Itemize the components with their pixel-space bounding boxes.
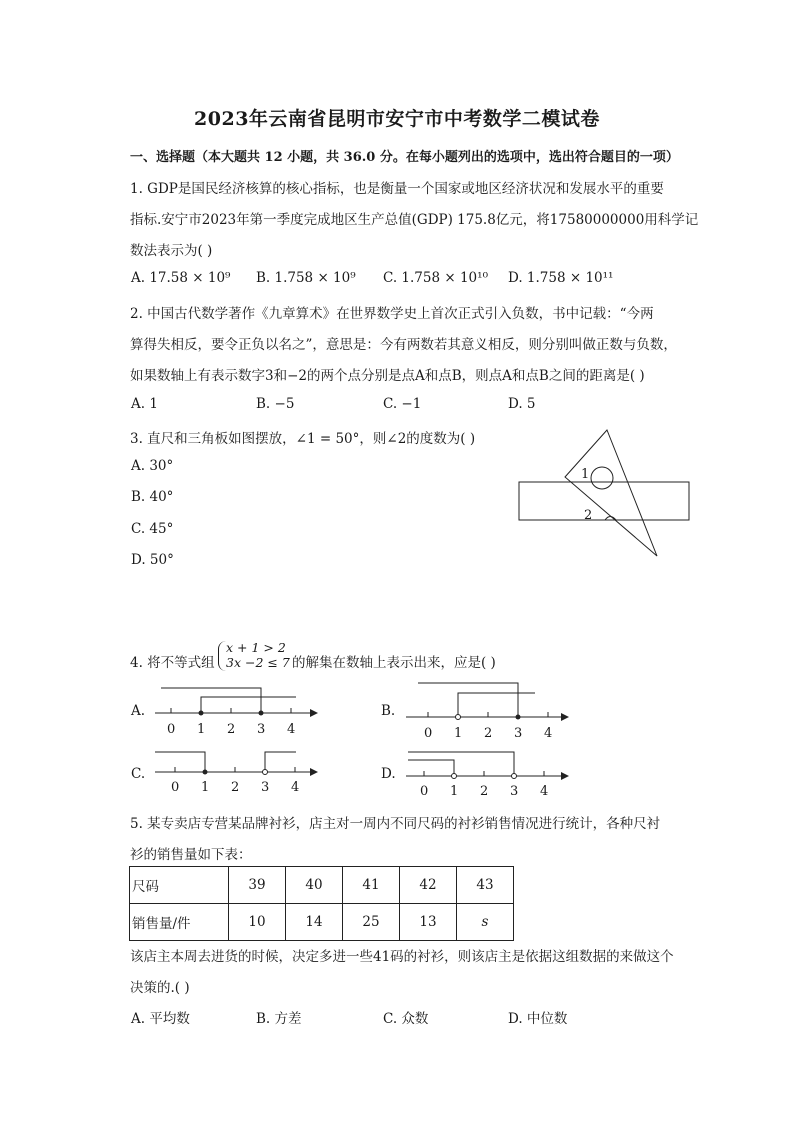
q4-option-b[interactable]: B. [381, 703, 396, 719]
solution-bracket-lower [458, 693, 535, 717]
number-line-d[interactable] [403, 745, 578, 800]
solution-bracket-upper [161, 688, 261, 713]
q5-option-a[interactable]: A. 平均数 [131, 1011, 190, 1027]
number-line-c[interactable] [150, 745, 325, 800]
q4-stem-prefix: 4. 将不等式组 [130, 655, 215, 671]
q1-option-a[interactable]: A. 17.58 × 10⁹ [131, 270, 231, 286]
triangle-shape [565, 430, 657, 556]
tick-label-4: 4 [544, 726, 553, 741]
solid-point-1 [203, 770, 208, 775]
tick-label-2: 2 [227, 722, 236, 737]
table-cell: 40 [286, 867, 343, 904]
q4-option-d[interactable]: D. [381, 766, 396, 782]
q2-option-c[interactable]: C. −1 [383, 396, 422, 412]
tick-label-4: 4 [291, 780, 300, 795]
table-cell: 13 [400, 904, 457, 941]
q4-option-a[interactable]: A. [131, 703, 146, 719]
q3-option-c[interactable]: C. 45° [131, 521, 174, 537]
number-line-b[interactable] [403, 680, 578, 740]
q1-option-d[interactable]: D. 1.758 × 10¹¹ [508, 270, 614, 286]
hollow-point-1 [452, 774, 457, 779]
ruler-triangle-figure [510, 425, 700, 565]
table-row [130, 904, 514, 941]
hollow-point-3 [263, 770, 268, 775]
q3-stem: 3. 直尺和三角板如图摆放，∠1 = 50°，则∠2的度数为( ) [130, 431, 476, 447]
q5-line-1: 5. 某专卖店专营某品牌衬衫，店主对一周内不同尺码的衬衫销售情况进行统计，各种尺衬 [130, 816, 661, 832]
q5-line-2: 衫的销售量如下表： [130, 847, 252, 863]
hollow-point-3 [512, 774, 517, 779]
sales-table [129, 866, 514, 941]
q3-option-d[interactable]: D. 50° [131, 552, 174, 568]
table-row [130, 867, 514, 904]
tick-label-3: 3 [257, 722, 266, 737]
page-title: 2023年云南省昆明市安宁市中考数学二模试卷 [194, 108, 600, 130]
solution-bracket-lower [408, 760, 454, 776]
tick-label-0: 0 [167, 722, 176, 737]
q5-option-b[interactable]: B. 方差 [256, 1011, 302, 1027]
inequality-2: 3x −2 ≤ 7 [226, 655, 290, 670]
tick-label-1: 1 [454, 726, 463, 741]
solution-bracket-right [265, 752, 296, 772]
q4-stem-suffix: 的解集在数轴上表示出来，应是( ) [292, 655, 496, 671]
tick-label-3: 3 [514, 726, 523, 741]
tick-label-1: 1 [201, 780, 210, 795]
q1-line-1: 1. GDP是国民经济核算的核心指标，也是衡量一个国家或地区经济状况和发展水平的重要 [130, 181, 664, 197]
q3-option-b[interactable]: B. 40° [131, 489, 174, 505]
table-cell: 25 [343, 904, 400, 941]
table-cell: 10 [229, 904, 286, 941]
tick-label-0: 0 [420, 784, 429, 799]
tick-marks [424, 771, 544, 776]
q2-line-2: 算得失相反，要令正负以名之”，意思是：今有两数若其意义相反，则分别叫做正数与负数， [130, 337, 677, 353]
q1-line-2: 指标.安宁市2023年第一季度完成地区生产总值(GDP) 175.8亿元，将17580000000用科学记 [130, 212, 699, 228]
solid-point-3 [516, 715, 521, 720]
q2-line-3: 如果数轴上有表示数字3和−2的两个点分别是点A和点B，则点A和点B之间的距离是( ) [130, 368, 645, 384]
tick-marks [171, 708, 291, 713]
tick-label-4: 4 [287, 722, 296, 737]
section-heading: 一、选择题（本大题共 12 小题，共 36.0 分。在每小题列出的选项中，选出符合题目的一项） [130, 150, 679, 165]
solution-bracket-lower [201, 697, 296, 713]
ruler-shape [519, 482, 689, 520]
tick-marks [428, 712, 548, 717]
solid-point-1 [199, 711, 204, 716]
angle-1-arc [591, 467, 613, 489]
tick-marks [175, 767, 295, 772]
tick-label-2: 2 [480, 784, 489, 799]
tick-label-2: 2 [484, 726, 493, 741]
tick-label-0: 0 [424, 726, 433, 741]
q1-option-c[interactable]: C. 1.758 × 10¹⁰ [383, 270, 488, 286]
q5-line-4: 决策的.( ) [130, 980, 190, 996]
tick-label-1: 1 [450, 784, 459, 799]
q2-option-d[interactable]: D. 5 [508, 396, 536, 412]
angle-2-label: 2 [584, 508, 593, 523]
solution-bracket-left [155, 752, 205, 772]
table-cell: s [457, 904, 514, 941]
q2-line-1: 2. 中国古代数学著作《九章算术》在世界数学史上首次正式引入负数，书中记载：“今两 [130, 306, 654, 322]
q5-option-d[interactable]: D. 中位数 [508, 1011, 568, 1027]
tick-label-1: 1 [197, 722, 206, 737]
q1-line-3: 数法表示为( ) [130, 243, 213, 259]
inequality-system [226, 640, 290, 670]
table-cell: 销售量/件 [130, 904, 229, 941]
q4-option-c[interactable]: C. [131, 766, 146, 782]
table-cell: 尺码 [130, 867, 229, 904]
q1-option-b[interactable]: B. 1.758 × 10⁹ [256, 270, 356, 286]
tick-label-3: 3 [510, 784, 519, 799]
tick-label-3: 3 [261, 780, 270, 795]
table-cell: 14 [286, 904, 343, 941]
inequality-1: x + 1 > 2 [226, 640, 286, 655]
q3-option-a[interactable]: A. 30° [131, 458, 174, 474]
tick-label-4: 4 [540, 784, 549, 799]
q5-option-c[interactable]: C. 众数 [383, 1011, 429, 1027]
table-cell: 41 [343, 867, 400, 904]
tick-label-2: 2 [231, 780, 240, 795]
q5-line-3: 该店主本周去进货的时候，决定多进一些41码的衬衫，则该店主是依据这组数据的来做这个 [130, 949, 674, 965]
table-cell: 39 [229, 867, 286, 904]
table-cell: 43 [457, 867, 514, 904]
table-cell: 42 [400, 867, 457, 904]
tick-label-0: 0 [171, 780, 180, 795]
q2-option-b[interactable]: B. −5 [256, 396, 295, 412]
solution-bracket-upper [418, 683, 518, 717]
q2-option-a[interactable]: A. 1 [131, 396, 158, 412]
number-line-a[interactable] [150, 680, 325, 740]
hollow-point-1 [456, 715, 461, 720]
angle-1-label: 1 [581, 467, 590, 482]
solid-point-3 [259, 711, 264, 716]
